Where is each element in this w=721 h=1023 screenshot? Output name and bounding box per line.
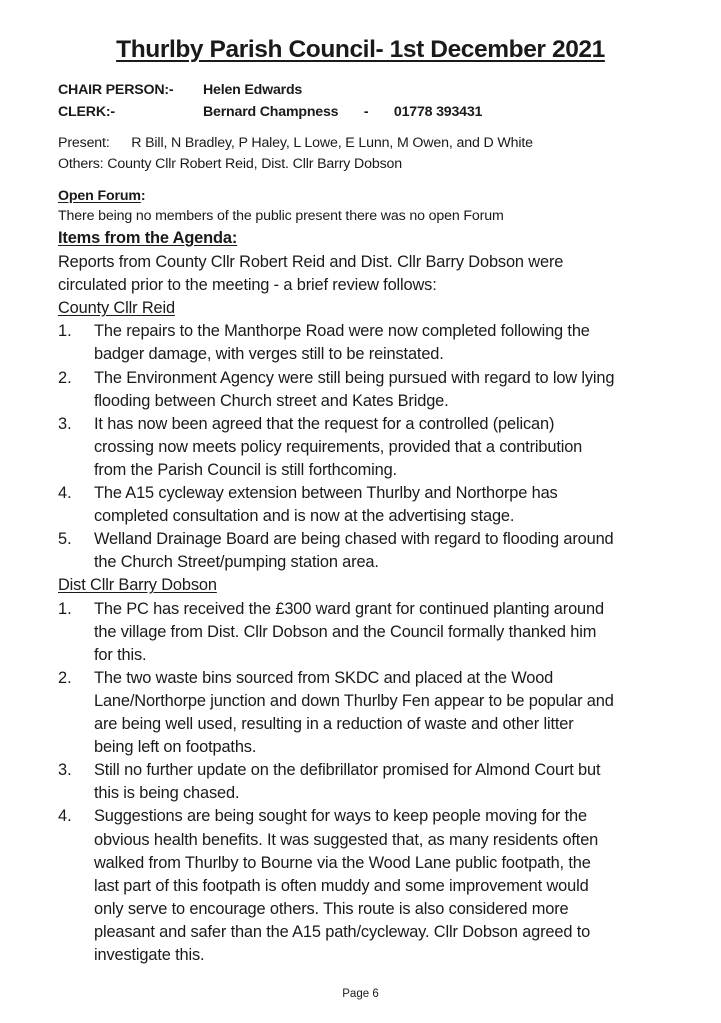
item-text-line: Still no further update on the defibrillator promised for Almond Court but [94, 761, 601, 780]
item-text-line: The PC has received the £300 ward grant for continued planting around [94, 599, 604, 618]
item-text-line: completed consultation and is now at the advertising stage. [94, 507, 515, 526]
chair-label: CHAIR PERSON:- [58, 82, 174, 98]
item-text-line: walked from Thurlby to Bourne via the Wood Lane public footpath, the [94, 853, 591, 872]
clerk-separator: - [363, 104, 369, 120]
item-text-line: The A15 cycleway extension between Thurlby and Northorpe has [94, 484, 558, 502]
agenda-heading: Items from the Agenda: [58, 229, 238, 247]
section-heading: County Cllr Reid [58, 299, 175, 318]
item-text-line: badger damage, with verges still to be reinstated. [94, 345, 444, 364]
chair-name: Helen Edwards [203, 82, 303, 98]
item-number: 3. [58, 761, 72, 780]
item-text-line: Lane/Northorpe junction and down Thurlby Fen appear to be popular and [94, 691, 614, 710]
present-list: R Bill, N Bradley, P Haley, L Lowe, E Lunn, M Owen, and D White [131, 135, 533, 151]
section-heading: Dist Cllr Barry Dobson [58, 576, 217, 595]
agenda-intro-line: Reports from County Cllr Robert Reid and Dist. Cllr Barry Dobson were [58, 253, 564, 271]
clerk-details [203, 104, 482, 120]
others-line: Others: County Cllr Robert Reid, Dist. Cllr Barry Dobson [58, 156, 403, 172]
present-label: Present: [58, 135, 110, 151]
item-text-line: only serve to encourage others. This route is also considered more [94, 899, 569, 918]
item-text-line: are being well used, resulting in a reduction of waste and other litter [94, 715, 574, 733]
item-number: 3. [58, 414, 72, 433]
item-text-line: The repairs to the Manthorpe Road were now completed following the [94, 322, 590, 341]
item-number: 2. [58, 368, 72, 387]
open-forum-heading-text: Open Forum [58, 188, 141, 204]
clerk-name: Bernard Champness [203, 104, 339, 120]
item-number: 4. [58, 807, 72, 826]
page-number: Page 6 [342, 988, 379, 1000]
item-number: 2. [58, 668, 72, 687]
item-text-line: this is being chased. [94, 784, 240, 803]
agenda-intro-line: circulated prior to the meeting - a brief review follows: [58, 276, 437, 295]
item-text-line: being left on footpaths. [94, 738, 257, 757]
item-number: 1. [58, 599, 72, 618]
open-forum-text: There being no members of the public present there was no open Forum [58, 208, 504, 224]
item-text-line: The two waste bins sourced from SKDC and placed at the Wood [94, 668, 554, 687]
item-text-line: It has now been agreed that the request for a controlled (pelican) [94, 414, 555, 433]
clerk-phone: 01778 393431 [393, 104, 483, 120]
item-number: 1. [58, 322, 72, 341]
open-forum-colon: : [140, 188, 146, 204]
open-forum-heading [58, 188, 145, 204]
clerk-label: CLERK:- [58, 104, 115, 120]
present-line [58, 135, 533, 151]
item-text-line: last part of this footpath is often muddy and some improvement would [94, 876, 589, 895]
item-text-line: from the Parish Council is still forthcoming. [94, 460, 397, 479]
item-text-line: flooding between Church street and Kates Bridge. [94, 391, 449, 410]
item-text-line: The Environment Agency were still being pursued with regard to low lying [94, 368, 615, 387]
item-number: 5. [58, 530, 72, 549]
item-text-line: crossing now meets policy requirements, provided that a contribution [94, 437, 583, 456]
item-text-line: the Church Street/pumping station area. [94, 553, 379, 572]
item-text-line: the village from Dist. Cllr Dobson and the Council formally thanked him [94, 622, 597, 641]
item-number: 4. [58, 484, 72, 502]
item-text-line: investigate this. [94, 946, 205, 964]
item-text-line: obvious health benefits. It was suggested that, as many residents often [94, 830, 599, 849]
item-text-line: Welland Drainage Board are being chased with regard to flooding around [94, 530, 614, 549]
item-text-line: pleasant and safer than the A15 path/cycleway. Cllr Dobson agreed to [94, 922, 591, 941]
item-text-line: for this. [94, 645, 147, 664]
title-text: Thurlby Parish Council- 1st December 2021 [116, 36, 605, 63]
item-text-line: Suggestions are being sought for ways to keep people moving for the [94, 807, 587, 826]
document-title [0, 36, 721, 64]
